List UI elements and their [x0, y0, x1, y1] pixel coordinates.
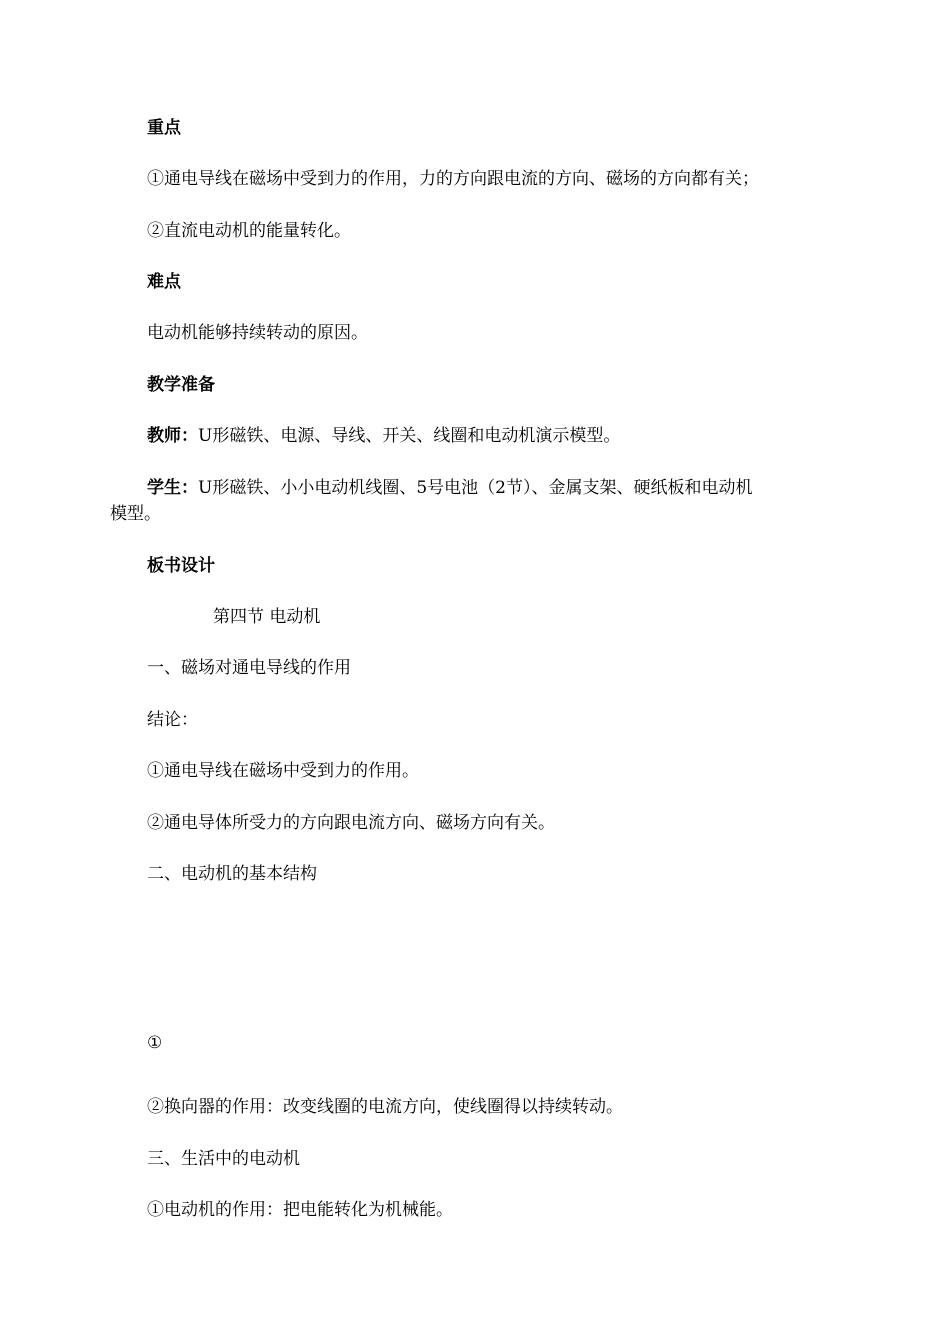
key-point-1: ①通电导线在磁场中受到力的作用，力的方向跟电流的方向、磁场的方向都有关； — [147, 169, 759, 189]
structure-2: ②换向器的作用：改变线圈的电流方向，使线圈得以持续转动。 — [147, 1097, 623, 1117]
teacher-line — [147, 425, 620, 447]
heading-difficulty: 难点 — [147, 272, 181, 292]
section-2-heading: 二、电动机的基本结构 — [147, 864, 317, 884]
conclusion-label: 结论： — [147, 710, 198, 730]
life-1: ①电动机的作用：把电能转化为机械能。 — [147, 1200, 453, 1220]
student-line — [147, 477, 752, 499]
conclusion-2: ②通电导体所受力的方向跟电流方向、磁场方向有关。 — [147, 813, 555, 833]
student-text: U形磁铁、小小电动机线圈、5号电池（2节）、金属支架、硬纸板和电动机 — [198, 478, 753, 498]
board-title: 第四节 电动机 — [213, 607, 321, 627]
section-1-heading: 一、磁场对通电导线的作用 — [147, 658, 351, 678]
difficulty-1: 电动机能够持续转动的原因。 — [147, 323, 368, 343]
student-label: 学生： — [147, 478, 198, 498]
conclusion-1: ①通电导线在磁场中受到力的作用。 — [147, 761, 419, 781]
heading-preparation: 教学准备 — [147, 375, 215, 395]
heading-key-points: 重点 — [147, 118, 181, 138]
teacher-text: U形磁铁、电源、导线、开关、线圈和电动机演示模型。 — [198, 426, 621, 446]
section-3-heading: 三、生活中的电动机 — [147, 1149, 300, 1169]
student-text-continued: 模型。 — [110, 504, 161, 524]
heading-board-design: 板书设计 — [147, 556, 215, 576]
key-point-2: ②直流电动机的能量转化。 — [147, 221, 351, 241]
structure-1: ① — [147, 1033, 163, 1053]
teacher-label: 教师： — [147, 426, 198, 446]
